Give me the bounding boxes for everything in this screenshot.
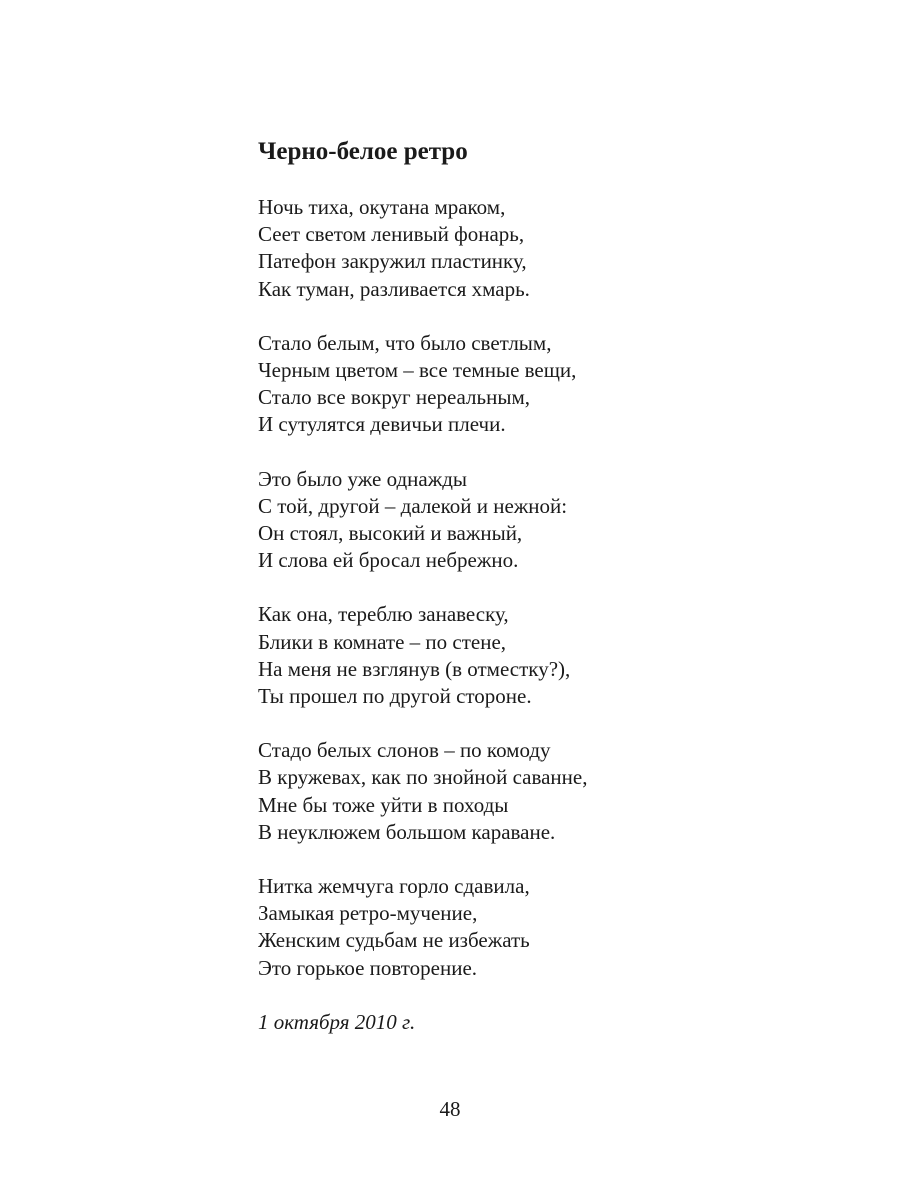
- poem-line: Как туман, разливается хмарь.: [258, 276, 530, 301]
- poem-line: Он стоял, высокий и важный,: [258, 521, 523, 546]
- stanza-5: [258, 737, 858, 846]
- poem-line: И слова ей бросал небрежно.: [258, 548, 519, 573]
- poem-line: Черным цветом – все темные вещи,: [258, 358, 577, 383]
- poem-body: [258, 194, 858, 1036]
- poem-line: Замыкая ретро-мучение,: [258, 901, 478, 926]
- poem-title: Черно-белое ретро: [258, 138, 468, 165]
- poem-line: Стало все вокруг нереальным,: [258, 385, 530, 410]
- poem-date: 1 октября 2010 г.: [258, 1009, 416, 1034]
- stanza-6: [258, 873, 858, 982]
- stanza-1: [258, 194, 858, 303]
- poem-line: Сеет светом ленивый фонарь,: [258, 222, 525, 247]
- poem-line: Стало белым, что было светлым,: [258, 330, 552, 355]
- poem-line: На меня не взглянув (в отместку?),: [258, 656, 571, 681]
- poem-line: Это было уже однажды: [258, 466, 468, 491]
- poem-line: Ночь тиха, окутана мраком,: [258, 195, 506, 219]
- poem-line: И сутулятся девичьи плечи.: [258, 412, 506, 437]
- poem-line: В кружевах, как по знойной саванне,: [258, 765, 588, 790]
- poem-line: Патефон закружил пластинку,: [258, 249, 527, 274]
- poem-line: Мне бы тоже уйти в походы: [258, 792, 509, 817]
- poem-line: Женским судьбам не избежать: [258, 928, 530, 953]
- poem-line: Нитка жемчуга горло сдавила,: [258, 874, 530, 899]
- poem-line: Ты прошел по другой стороне.: [258, 684, 532, 709]
- poem-line: С той, другой – далекой и нежной:: [258, 493, 568, 518]
- poem-line: В неуклюжем большом караване.: [258, 819, 556, 844]
- poem-line: Блики в комнате – по стене,: [258, 629, 507, 654]
- stanza-4: [258, 601, 858, 710]
- stanza-3: [258, 466, 858, 575]
- stanza-2: [258, 330, 858, 439]
- poem-line: Как она, тереблю занавеску,: [258, 602, 509, 627]
- poem-line: Это горькое повторение.: [258, 955, 478, 980]
- page-number: 48: [439, 1097, 461, 1121]
- poem-line: Стадо белых слонов – по комоду: [258, 738, 551, 763]
